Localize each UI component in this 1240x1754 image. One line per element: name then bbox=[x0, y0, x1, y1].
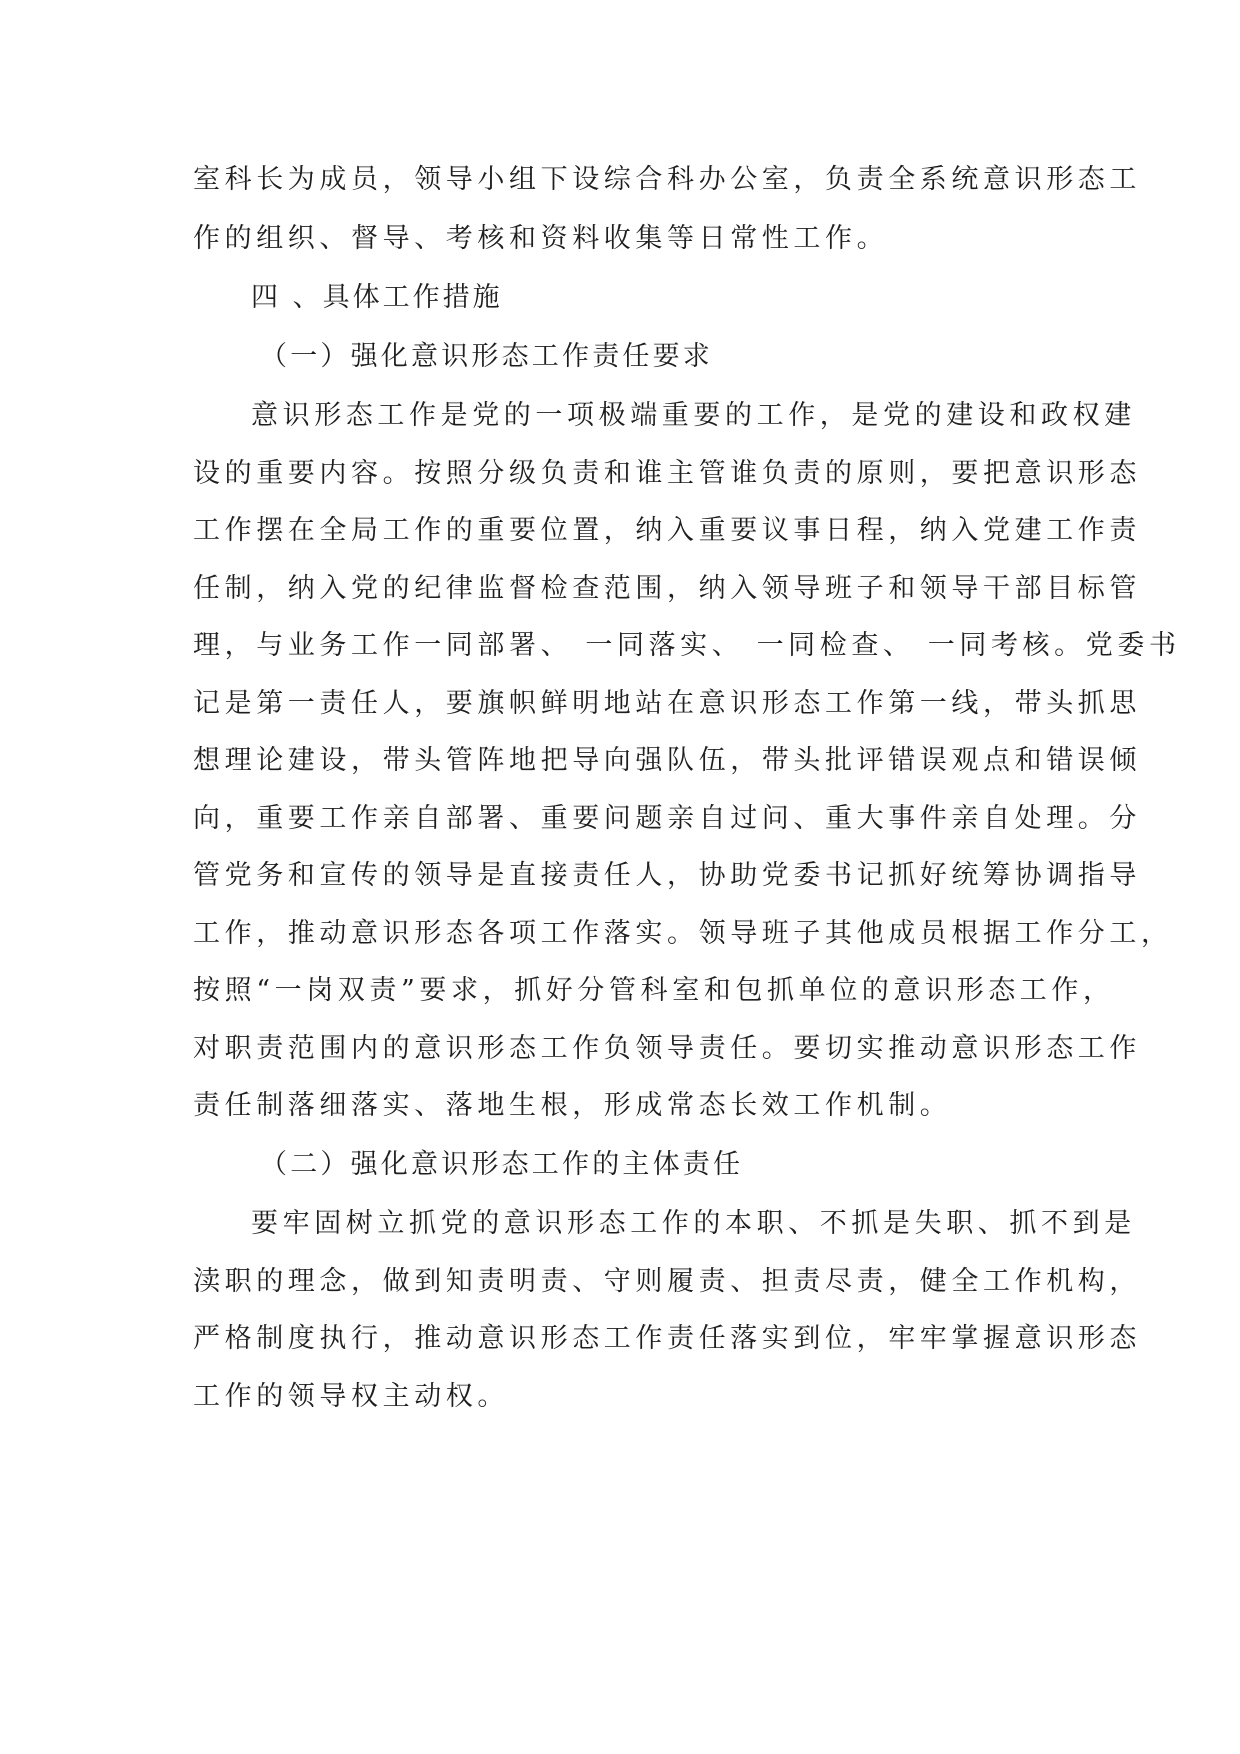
body-text-line: 记是第一责任人，要旗帜鲜明地站在意识形态工作第一线，带头抓思 bbox=[193, 688, 1141, 719]
body-text-line: 室科长为成员，领导小组下设综合科办公室，负责全系统意识形态工 bbox=[193, 164, 1141, 195]
body-text-line: 严格制度执行，推动意识形态工作责任落实到位，牢牢掌握意识形态 bbox=[193, 1323, 1141, 1354]
subsection-heading: （二）强化意识形态工作的主体责任 bbox=[260, 1149, 744, 1180]
body-text-line: 管党务和宣传的领导是直接责任人，协助党委书记抓好统筹协调指导 bbox=[193, 860, 1141, 891]
body-text-line: 任制，纳入党的纪律监督检查范围，纳入领导班子和领导干部目标管 bbox=[193, 573, 1141, 604]
body-text-line: 责任制落细落实、落地生根，形成常态长效工作机制。 bbox=[193, 1090, 952, 1121]
body-text-line: 理，与业务工作一同部署、 一同落实、 一同检查、 一同考核。党委书 bbox=[193, 630, 1181, 661]
body-text-line: 作的组织、督导、考核和资料收集等日常性工作。 bbox=[193, 223, 889, 254]
body-text-line: 向，重要工作亲自部署、重要问题亲自过问、重大事件亲自处理。分 bbox=[193, 803, 1141, 834]
paragraph-first-line: 要牢固树立抓党的意识形态工作的本职、不抓是失职、抓不到是 bbox=[251, 1208, 1136, 1239]
body-text-line: 工作摆在全局工作的重要位置，纳入重要议事日程，纳入党建工作责 bbox=[193, 515, 1141, 546]
subsection-heading: （一）强化意识形态工作责任要求 bbox=[260, 341, 713, 372]
body-text-line: 工作的领导权主动权。 bbox=[193, 1381, 509, 1412]
body-text-line: 对职责范围内的意识形态工作负领导责任。要切实推动意识形态工作 bbox=[193, 1033, 1141, 1064]
body-text-line: 工作，推动意识形态各项工作落实。领导班子其他成员根据工作分工， bbox=[193, 918, 1173, 949]
paragraph-first-line: 意识形态工作是党的一项极端重要的工作，是党的建设和政权建 bbox=[251, 400, 1136, 431]
body-text-line: 想理论建设，带头管阵地把导向强队伍，带头批评错误观点和错误倾 bbox=[193, 745, 1141, 776]
body-text-line: 按照“一岗双责”要求，抓好分管科室和包抓单位的意识形态工作， bbox=[193, 975, 1115, 1006]
body-text-line: 设的重要内容。按照分级负责和谁主管谁负责的原则，要把意识形态 bbox=[193, 458, 1141, 489]
body-text-line: 渎职的理念，做到知责明责、守则履责、担责尽责，健全工作机构， bbox=[193, 1266, 1141, 1297]
section-heading: 四 、具体工作措施 bbox=[251, 282, 503, 313]
